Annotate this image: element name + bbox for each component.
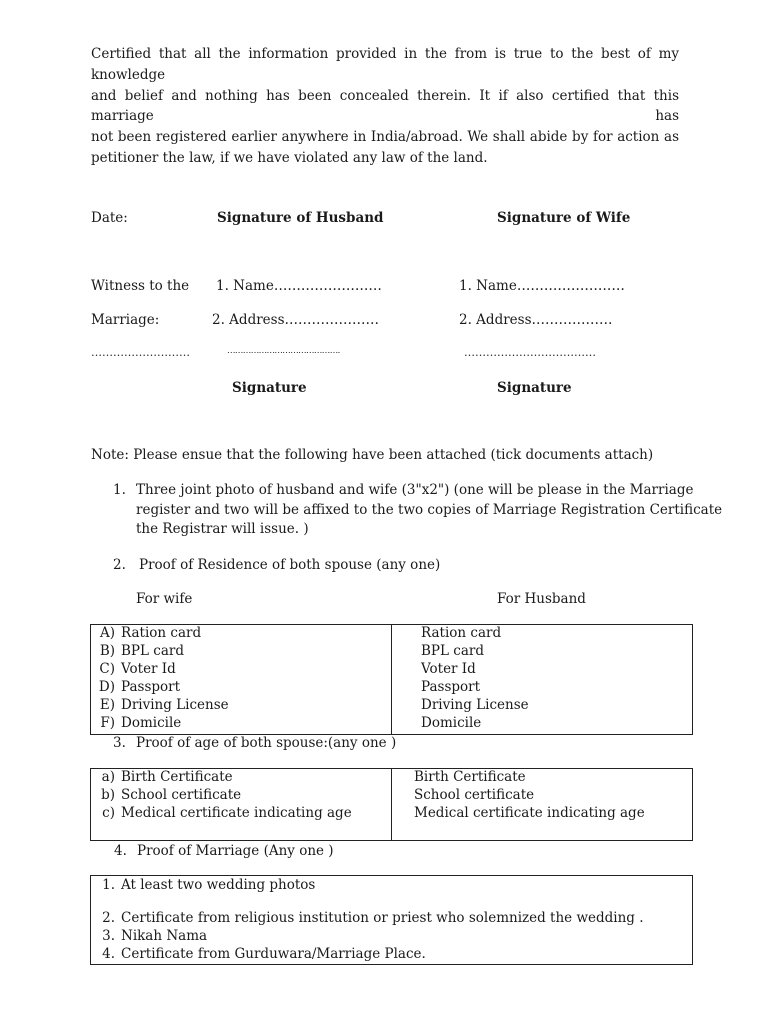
witness-left-name-field: 1. Name…………………… — [216, 278, 382, 294]
dotted-line: ……………………………… — [464, 346, 596, 359]
list-item-text: Nikah Nama — [121, 928, 208, 945]
witness-label: Witness to the — [91, 278, 190, 294]
husband-signature-label: Signature of Husband — [217, 210, 384, 226]
list-item — [91, 768, 352, 786]
list-marker: 1. — [102, 877, 115, 893]
list-marker: F) — [100, 715, 115, 732]
list-marker: B) — [99, 643, 115, 660]
wife-signature-label: Signature of Wife — [497, 210, 631, 226]
wife-residence-list — [91, 624, 229, 733]
list-marker: C) — [99, 661, 115, 678]
list-item — [91, 624, 229, 642]
list-item-text: Ration card — [121, 625, 202, 641]
list-item — [91, 786, 352, 804]
list-item — [91, 660, 229, 678]
witness-right-address-field: 2. Address……………… — [459, 312, 613, 328]
list-item: School certificate — [414, 787, 535, 804]
item-1-line: register and two will be affixed to the two copies of Marriage Registration Certificate — [136, 501, 723, 518]
list-item: Driving License — [421, 697, 529, 714]
note-text: Note: Please ensue that the following have been attached (tick documents attach) — [91, 447, 654, 463]
list-item — [91, 678, 229, 696]
list-item — [91, 642, 229, 660]
declaration-line: not been registered earlier anywhere in India/abroad. We shall abide by for action as — [91, 129, 679, 146]
dotted-line: ……………………… — [91, 346, 190, 359]
list-item-text: Birth Certificate — [121, 769, 233, 785]
list-item-text: Domicile — [121, 715, 182, 732]
witness-left-address-field: 2. Address………………… — [212, 312, 380, 328]
list-item-text: Driving License — [121, 697, 229, 714]
list-item: Passport — [421, 679, 481, 696]
for-wife-label: For wife — [136, 591, 193, 607]
item-4-text: Proof of Marriage (Any one ) — [137, 843, 334, 859]
list-marker: D) — [98, 679, 115, 696]
husband-age-list — [414, 768, 645, 822]
list-marker: 4. — [102, 946, 115, 963]
list-marker: b) — [101, 787, 115, 804]
list-marker: A) — [99, 625, 115, 641]
dotted-line: ……………………………………. — [227, 346, 340, 356]
list-item — [91, 927, 644, 945]
declaration-paragraph — [91, 44, 679, 169]
list-item-text: Passport — [121, 679, 181, 696]
list-item — [91, 945, 644, 963]
item-marker: 3. — [113, 735, 126, 751]
marriage-proof-list — [91, 876, 644, 963]
list-item-text: Voter Id — [121, 661, 176, 678]
list-item-text: At least two wedding photos — [121, 877, 316, 893]
list-item-text: Certificate from religious institution or priest who solemnized the wedding . — [121, 910, 644, 927]
list-item: Birth Certificate — [414, 769, 526, 785]
item-marker: 4. — [114, 843, 127, 859]
witness-signature-left: Signature — [232, 380, 307, 396]
declaration-line: and belief and nothing has been concealed therein. It if also certified that this marriage has — [91, 87, 679, 125]
table-divider — [391, 625, 392, 734]
list-item-text: Certificate from Gurduwara/Marriage Place. — [121, 946, 426, 963]
list-marker: c) — [102, 805, 115, 822]
husband-residence-list — [421, 624, 529, 733]
list-item-text: Medical certificate indicating age — [121, 805, 352, 822]
list-item: Medical certificate indicating age — [414, 805, 645, 822]
item-1-line: the Registrar will issue. ) — [136, 521, 309, 537]
witness-right-name-field: 1. Name…………………… — [459, 278, 625, 294]
declaration-line: Certified that all the information provided in the from is true to the best of my knowledge — [91, 46, 679, 83]
for-husband-label: For Husband — [497, 591, 586, 607]
list-item — [91, 876, 644, 894]
list-item — [91, 714, 229, 732]
wife-age-list — [91, 768, 352, 822]
item-1-line: Three joint photo of husband and wife (3"x2") (one will be please in the Marriage — [136, 482, 694, 498]
item-1-text — [136, 481, 723, 540]
item-marker: 2. — [113, 557, 126, 573]
list-item: Domicile — [421, 715, 482, 732]
list-item-text: School certificate — [121, 787, 242, 804]
date-label: Date: — [91, 210, 128, 226]
list-item — [91, 696, 229, 714]
list-marker: 2. — [102, 910, 115, 927]
list-marker: 3. — [102, 928, 115, 945]
item-marker: 1. — [113, 482, 126, 498]
list-item — [91, 909, 644, 927]
list-marker: a) — [101, 769, 115, 785]
list-item: BPL card — [421, 643, 484, 660]
list-marker: E) — [99, 697, 115, 714]
declaration-line: petitioner the law, if we have violated any law of the land. — [91, 149, 488, 166]
witness-label-marriage: Marriage: — [91, 312, 160, 328]
list-item — [91, 804, 352, 822]
list-item: Ration card — [421, 625, 502, 641]
table-divider — [391, 769, 392, 840]
list-item: Voter Id — [421, 661, 476, 678]
item-3-text: Proof of age of both spouse:(any one ) — [136, 735, 397, 751]
list-item-text: BPL card — [121, 643, 184, 660]
item-2-text: Proof of Residence of both spouse (any one) — [139, 557, 441, 573]
witness-signature-right: Signature — [497, 380, 572, 396]
